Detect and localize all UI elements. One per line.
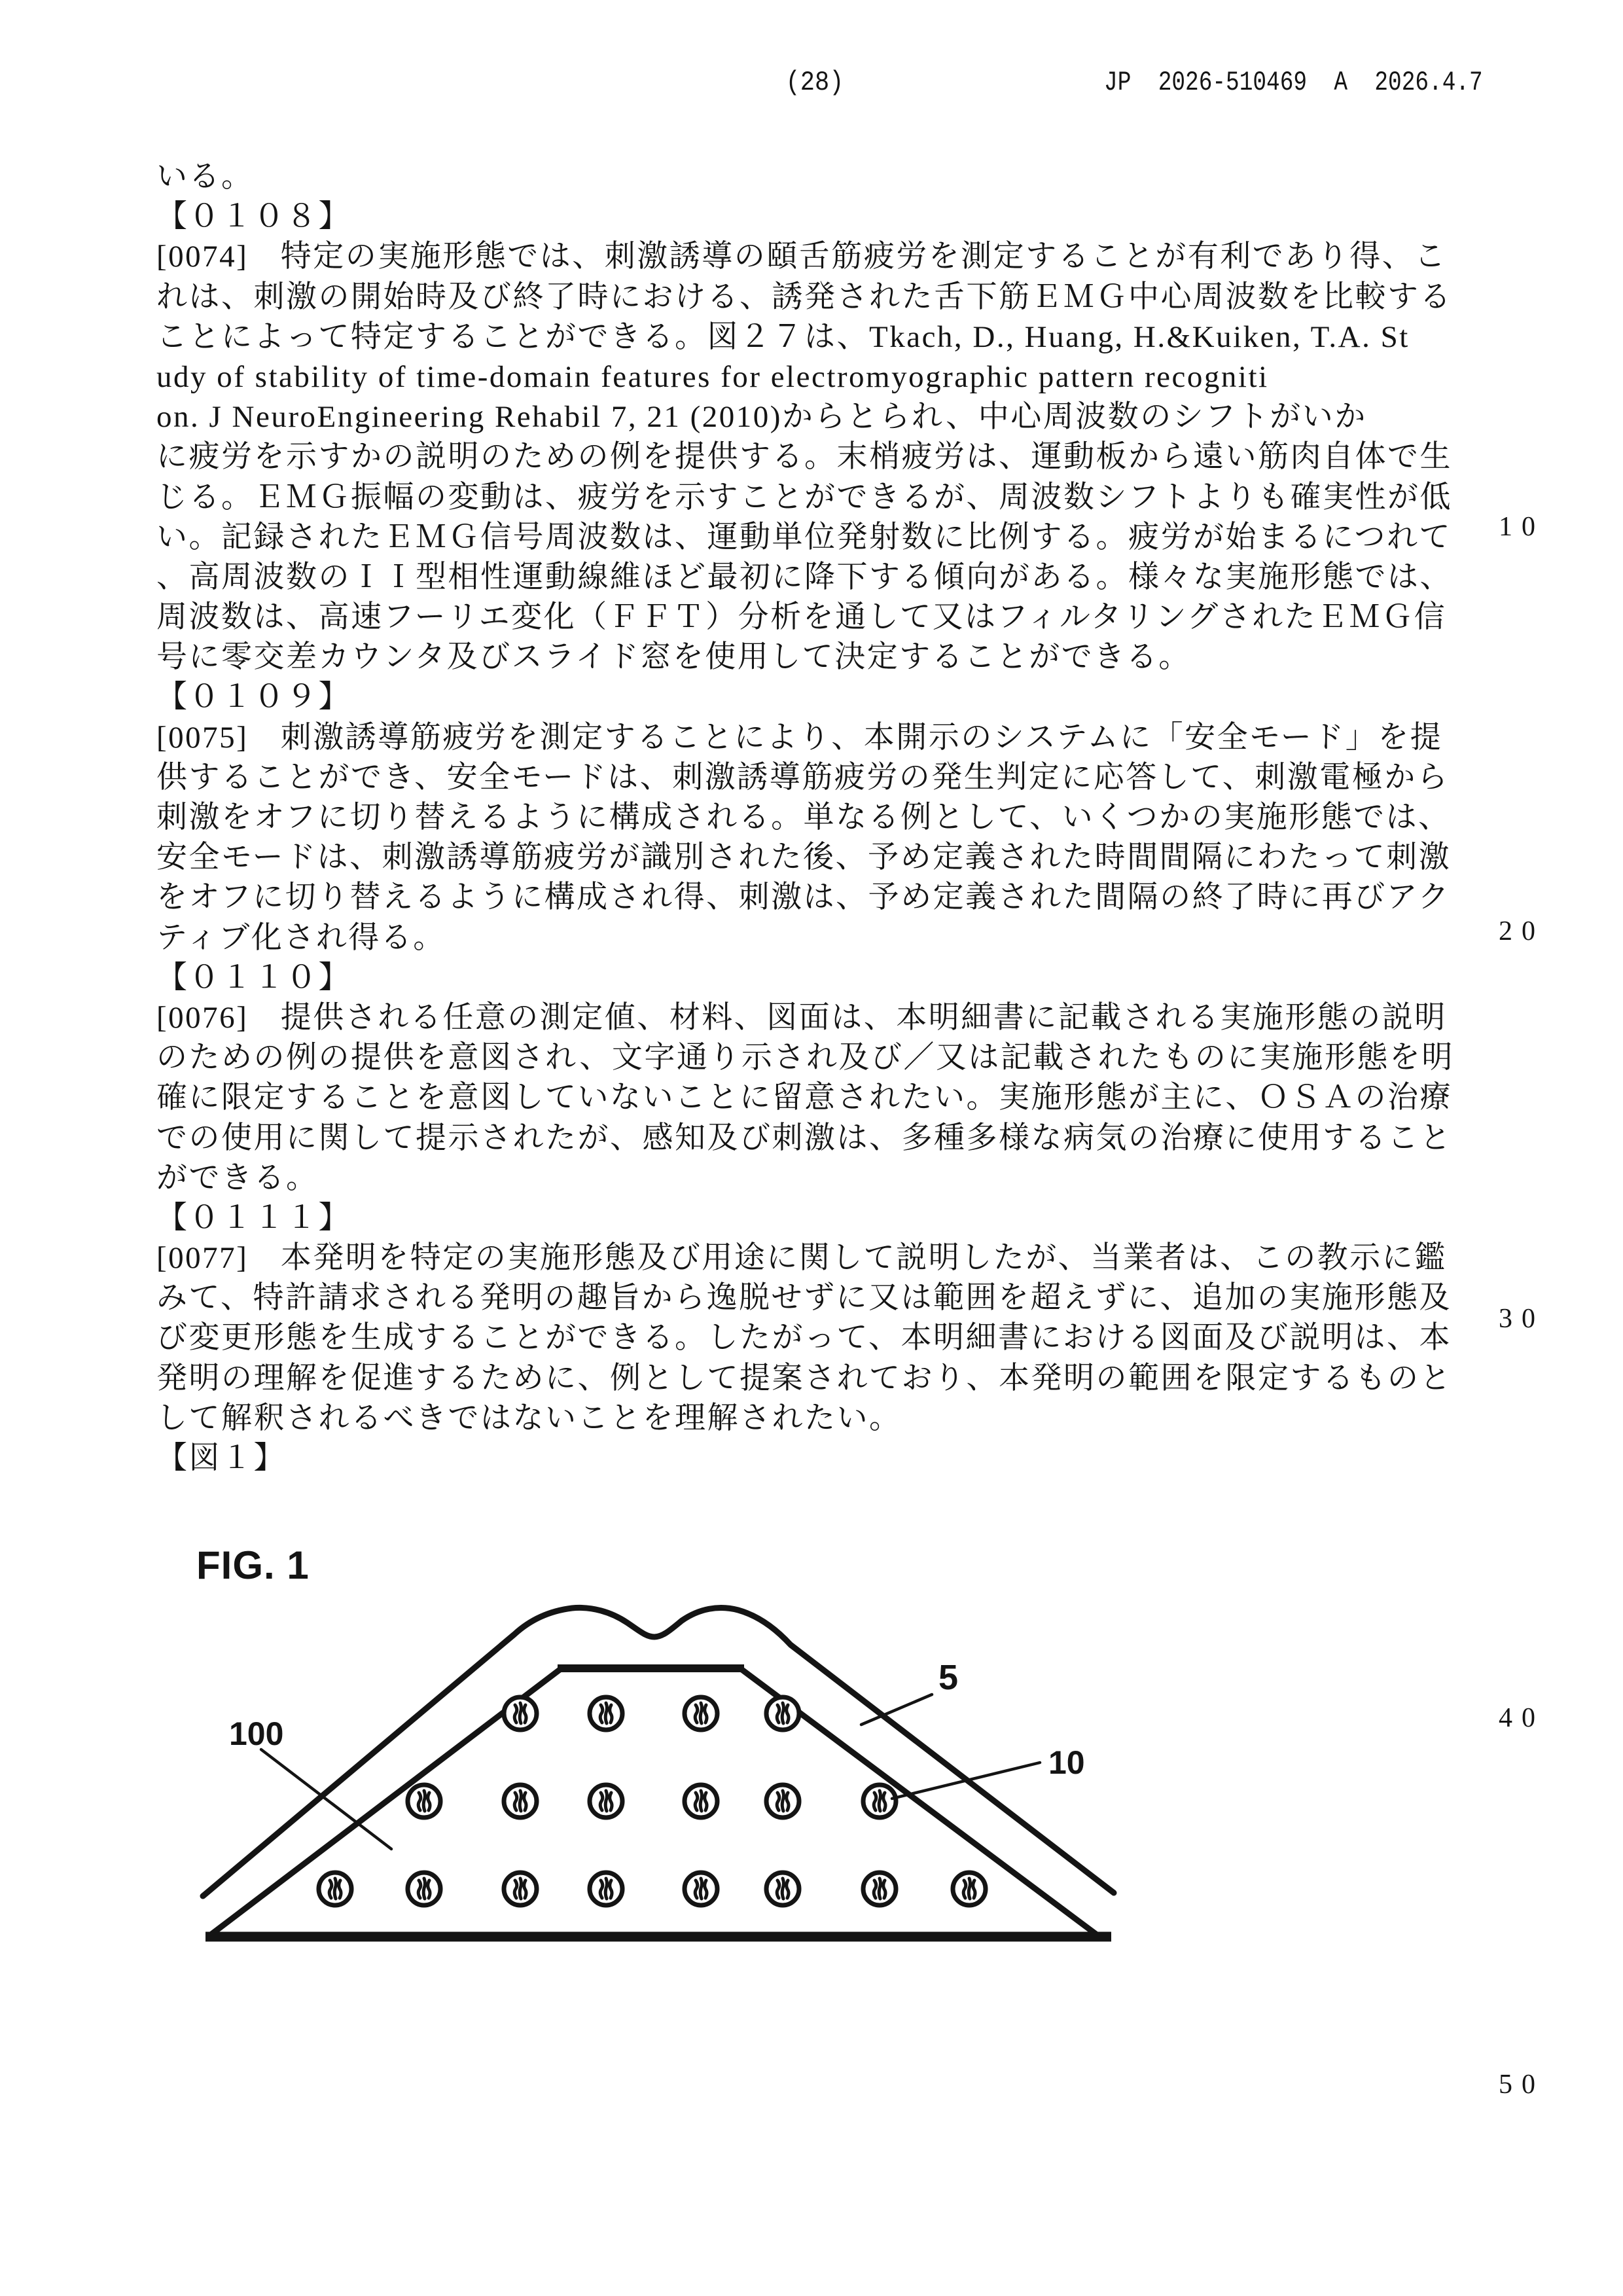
body-line: 【０１１０】 — [156, 960, 351, 995]
margin-line-number-50: 50 — [1499, 2070, 1544, 2100]
body-line: 、高周波数のＩＩ型相性運動線維ほど最初に降下する傾向がある。様々な実施形態では、 — [156, 560, 1452, 594]
electrode-icon — [685, 1785, 717, 1818]
electrode-icon — [504, 1697, 537, 1730]
body-line: での使用に関して提示されたが、感知及び刺激は、多種多様な病気の治療に使用すること — [156, 1121, 1452, 1155]
outer-contour-line — [203, 1607, 1114, 1896]
figure-1-drawing — [0, 1420, 1623, 2094]
body-line: udy of stability of time-domain features for electromyographic pattern recogniti — [156, 359, 1269, 394]
electrode-icon — [953, 1873, 986, 1905]
body-line: 周波数は、高速フーリエ変化（ＦＦＴ）分析を通して又はフィルタリングされたＥＭＧ信 — [156, 600, 1447, 635]
margin-line-number-40: 40 — [1499, 1703, 1544, 1733]
body-line: 刺激をオフに切り替えるように構成される。単なる例として、いくつかの実施形態では、 — [156, 800, 1451, 834]
body-line: 供することができ、安全モードは、刺激誘導筋疲労の発生判定に応答して、刺激電極から — [156, 760, 1450, 795]
electrode-icon — [685, 1697, 717, 1730]
body-line: 安全モードは、刺激誘導筋疲労が識別された後、予め定義された時間間隔にわたって刺激 — [156, 840, 1452, 875]
body-line: みて、特許請求される発明の趣旨から逸脱せずに又は範囲を超えずに、追加の実施形態及 — [156, 1281, 1452, 1316]
electrode-icon — [504, 1785, 537, 1818]
body-line: じる。ＥＭＧ振幅の変動は、疲労を示すことができるが、周波数シフトよりも確実性が低 — [156, 480, 1452, 514]
electrode-icon — [685, 1873, 717, 1905]
body-text — [156, 157, 1472, 1479]
margin-line-number-10: 10 — [1499, 512, 1544, 542]
electrode-icon — [863, 1873, 896, 1905]
body-line: をオフに切り替えるように構成され得、刺激は、予め定義された間隔の終了時に再びアク — [156, 880, 1451, 915]
body-line: い。記録されたＥＭＧ信号周波数は、運動単位発射数に比例する。疲労が始まるにつれて — [156, 520, 1452, 554]
header-page-number: (28) — [785, 67, 844, 98]
body-line: 発明の理解を促進するために、例として提案されており、本発明の範囲を限定するものと — [156, 1361, 1452, 1395]
header-publication-number: JP 2026-510469 A 2026.4.7 — [1104, 67, 1483, 98]
body-line: ことによって特定することができる。図２７は、Tkach, D., Huang, H.&Kuiken, T.A. St — [156, 319, 1410, 354]
body-line: 【０１０９】 — [156, 680, 351, 715]
electrode-icon — [504, 1873, 537, 1905]
electrode-icon — [408, 1873, 440, 1905]
body-line: 【０１０８】 — [156, 200, 351, 234]
body-line: on. J NeuroEngineering Rehabil 7, 21 (2010)からとられ、中心周波数のシフトがいか — [156, 400, 1367, 435]
body-line: ができる。 — [156, 1160, 319, 1195]
figure-caption: FIG. 1 — [196, 1543, 310, 1587]
body-line: 【図１】 — [156, 1441, 286, 1475]
body-line: 【０１１１】 — [156, 1200, 351, 1235]
body-line: れは、刺激の開始時及び終了時における、誘発された舌下筋ＥＭＧ中心周波数を比較する — [156, 279, 1452, 314]
ref-label-5: 5 — [938, 1658, 959, 1697]
electrode-icon — [766, 1785, 799, 1818]
ref-label-10: 10 — [1048, 1744, 1085, 1781]
electrode-icon — [408, 1785, 440, 1818]
body-line: いる。 — [156, 160, 254, 194]
electrode-icon — [590, 1873, 622, 1905]
body-line: [0077] 本発明を特定の実施形態及び用途に関して説明したが、当業者は、この教示に鑑 — [156, 1241, 1447, 1276]
body-line: して解釈されるべきではないことを理解されたい。 — [156, 1401, 902, 1435]
ref-label-100: 100 — [229, 1715, 284, 1752]
electrode-icon — [590, 1697, 622, 1730]
electrode-icon — [766, 1873, 799, 1905]
electrode-icon — [766, 1697, 799, 1730]
margin-line-number-30: 30 — [1499, 1304, 1544, 1334]
body-line: ティブ化され得る。 — [156, 920, 446, 955]
body-line: [0074] 特定の実施形態では、刺激誘導の頤舌筋疲労を測定することが有利であり得、こ — [156, 240, 1447, 274]
body-line: に疲労を示すかの説明のための例を提供する。末梢疲労は、運動板から遠い筋肉自体で生 — [156, 440, 1452, 475]
electrode-icon — [863, 1785, 896, 1818]
electrode-array — [319, 1697, 986, 1905]
electrode-icon — [590, 1785, 622, 1818]
margin-line-number-20: 20 — [1499, 916, 1544, 946]
body-line: び変更形態を生成することができる。したがって、本明細書における図面及び説明は、本 — [156, 1321, 1452, 1355]
electrode-icon — [319, 1873, 351, 1905]
body-line: のための例の提供を意図され、文字通り示され及び／又は記載されたものに実施形態を明 — [156, 1041, 1454, 1075]
ref10-leader-line — [892, 1763, 1040, 1799]
body-line: 号に零交差カウンタ及びスライド窓を使用して決定することができる。 — [156, 640, 1191, 675]
body-line: 確に限定することを意図していないことに留意されたい。実施形態が主に、ＯＳＡの治療 — [156, 1081, 1452, 1115]
body-line: [0075] 刺激誘導筋疲労を測定することにより、本開示のシステムに「安全モード」を提 — [156, 720, 1443, 755]
body-line: [0076] 提供される任意の測定値、材料、図面は、本明細書に記載される実施形態の説明 — [156, 1000, 1447, 1035]
